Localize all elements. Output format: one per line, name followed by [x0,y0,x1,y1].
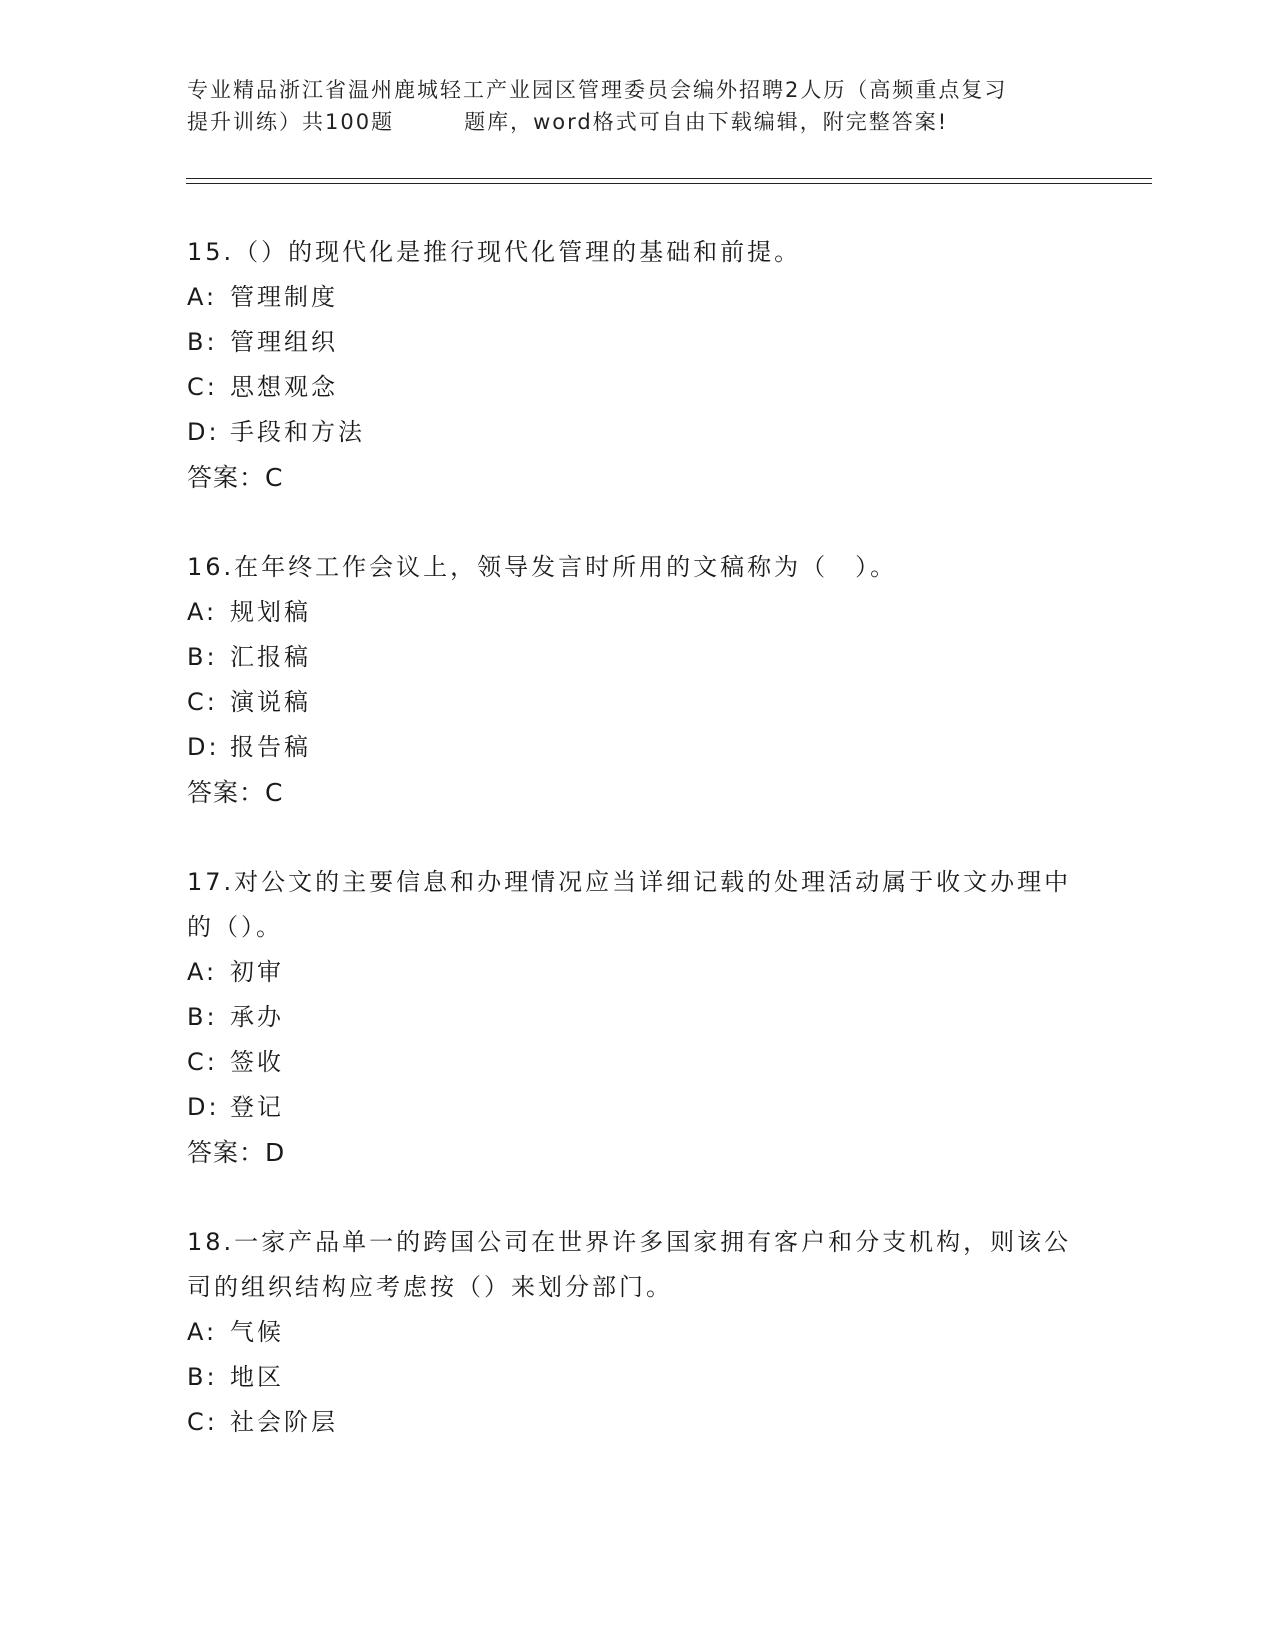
question-text: 17.对公文的主要信息和办理情况应当详细记载的处理活动属于收文办理中的（）。 [187,868,1072,941]
option-letter: A: [187,283,218,311]
option-text: 地区 [230,1363,284,1391]
option-letter: C: [187,1408,218,1436]
option-d [187,1085,1087,1130]
document-header [187,74,1087,138]
option-letter: B: [187,643,218,671]
question-text: 18.一家产品单一的跨国公司在世界许多国家拥有客户和分支机构，则该公司的组织结构应考虑按（）来划分部门。 [187,1228,1072,1301]
option-letter: A: [187,1318,218,1346]
option-text: 登记 [230,1093,284,1121]
option-c [187,1040,1087,1085]
question-16 [187,545,1087,815]
question-text: 16.在年终工作会议上，领导发言时所用的文稿称为（ ）。 [187,553,898,581]
option-letter: B: [187,1363,218,1391]
option-a [187,275,1087,320]
question-text: 15.（）的现代化是推行现代化管理的基础和前提。 [187,238,802,266]
option-text: 签收 [230,1048,284,1076]
option-text: 管理组织 [230,328,338,356]
header-line-2-left: 提升训练）共100题 [187,110,395,134]
option-c [187,1400,1087,1445]
question-15 [187,230,1087,500]
option-letter: D: [187,733,220,761]
option-a [187,590,1087,635]
option-letter: B: [187,1003,218,1031]
option-text: 气候 [230,1318,284,1346]
question-list [187,230,1087,1490]
option-text: 社会阶层 [230,1408,338,1436]
question-18 [187,1220,1087,1445]
option-b [187,1355,1087,1400]
option-text: 规划稿 [230,598,311,626]
option-d [187,725,1087,770]
option-c [187,365,1087,410]
option-letter: A: [187,598,218,626]
option-text: 汇报稿 [230,643,311,671]
option-b [187,635,1087,680]
question-17 [187,860,1087,1175]
header-divider-bottom [186,183,1152,184]
option-a [187,950,1087,995]
option-letter: C: [187,1048,218,1076]
option-text: 承办 [230,1003,284,1031]
header-divider-top [186,178,1152,179]
option-letter: A: [187,958,218,986]
option-letter: C: [187,373,218,401]
option-letter: C: [187,688,218,716]
option-text: 初审 [230,958,284,986]
header-line-2 [187,106,1087,138]
answer-line: 答案：D [187,1138,286,1167]
option-c [187,680,1087,725]
option-b [187,320,1087,365]
option-text: 手段和方法 [230,418,365,446]
option-a [187,1310,1087,1355]
header-line-2-right: 题库，word格式可自由下载编辑，附完整答案! [464,110,949,134]
option-text: 管理制度 [230,283,338,311]
option-b [187,995,1087,1040]
option-letter: B: [187,328,218,356]
option-text: 思想观念 [230,373,338,401]
answer-line: 答案：C [187,778,284,807]
option-text: 报告稿 [230,733,311,761]
answer-line: 答案：C [187,463,284,492]
option-text: 演说稿 [230,688,311,716]
header-line-1: 专业精品浙江省温州鹿城轻工产业园区管理委员会编外招聘2人历（高频重点复习 [187,78,1008,102]
option-letter: D: [187,418,220,446]
option-d [187,410,1087,455]
option-letter: D: [187,1093,220,1121]
